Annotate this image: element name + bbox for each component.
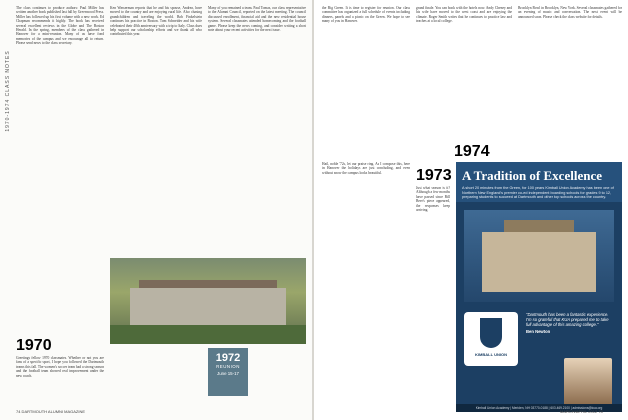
right-col3-text: Brooklyn Bowl in Brooklyn, New York. Several classmates gathered for an evening of music and conversation. The next event will be announced soon. Please check the class website for details.	[518, 6, 622, 19]
right-bottom-text-1: Hail, noble '72s, let our praise ring. As I compose this, here in Hanover the holidays are just concluding, and even without snow the campus looks beautiful.	[322, 162, 410, 175]
reunion-year: 1972	[215, 352, 241, 364]
kimball-union-advertisement[interactable]	[456, 162, 622, 412]
right-col1-text: the Big Green. It is time to register for reunion. Our class committee has organized a full schedule of events including dinners, panels and a picnic on the Green. We hope to see many of you in Hanover.	[322, 6, 410, 24]
ad-header	[456, 162, 622, 202]
left-bottom-text: Greetings fellow 1970 classmates. Whether or not you are fans of a specific sport, I hope you followed the Dartmouth teams this fall. The women's soccer team had a strong season and the football team showed real improvement under the new coach.	[16, 356, 104, 378]
left-col3-text: Many of you remained a team. Paul Tomas, our class representative to the Alumni Council, reported on the latest meeting. The council discussed enrollment, financial aid and the new residential house system. Several classmates attended homecoming and the football game. Please keep the news coming, and consider writing a short note about your recent activities for the next issue.	[208, 6, 306, 33]
left-column-1	[16, 6, 104, 256]
right-bottom-column-2	[416, 186, 450, 406]
ad-photo-building	[482, 232, 596, 292]
class-year-1970: 1970	[16, 337, 52, 354]
reunion-dates: June 15-17	[217, 371, 239, 376]
section-tab	[3, 18, 11, 168]
right-column-2	[416, 6, 512, 156]
ad-footer[interactable]: Kimball Union Academy | Meriden, NH 03770-0188 | 603.469.2100 | admissions@kua.org	[456, 404, 622, 412]
left-bottom-column	[16, 356, 104, 406]
ad-quote-attribution: Ben Newton	[526, 329, 551, 334]
crest-icon	[480, 318, 502, 348]
left-column-2	[110, 6, 202, 256]
right-bottom-text-2: Just what season is it? Although a few months have passed since Bill Beer's piece appeared, the responses keep arriving.	[416, 186, 450, 213]
right-bottom-column-1	[322, 162, 410, 402]
ad-testimonial	[526, 312, 614, 334]
ad-campus-photo	[464, 210, 614, 302]
class-year-1973: 1973	[416, 167, 452, 184]
reunion-badge	[208, 348, 248, 396]
section-tab-label: 1970-1974 CLASS NOTES	[5, 50, 11, 132]
right-column-1	[322, 6, 410, 156]
ad-subtitle: A short 20 minutes from the Green, for 100 years Kimball Union Academy has been one of Northern New England's premier co-ed independent boarding schools for grades 9 to 12, preparing students to succeed at Dartmouth and other top schools across the country.	[462, 186, 614, 200]
left-page-footer: 74 DARTMOUTH ALUMNI MAGAZINE	[16, 409, 86, 414]
photo-grass	[110, 325, 306, 344]
right-page-footer: MARCH/APRIL 2012 75	[560, 409, 603, 414]
right-column-3	[518, 6, 622, 156]
campus-photo	[110, 258, 306, 344]
ad-logo-text: KIMBALL UNION	[475, 352, 507, 357]
kimball-union-logo	[464, 312, 518, 366]
ad-quote-text: "Dartmouth has been a fantastic experience. I'm so grateful that KUA prepared me to take full advantage of this amazing college."	[526, 312, 609, 327]
class-year-1974: 1974	[454, 143, 490, 160]
ad-student-photo	[564, 358, 612, 406]
left-column-3	[208, 6, 306, 256]
reunion-label: REUNION	[216, 364, 240, 369]
left-col1-text: The class continues to produce authors: Paul Miller has written another book published last fall by Greenwood Press. Miller has followed up his first volume with a new work. Ed Chapman recommends it highly. The book has received several excellent reviews in the Globe and The Boston Herald. In the spring, members of the class gathered in Hanover for a mini-reunion. Many of us have fond memories of the campus and we encourage all to return. Please send news to the class secretary.	[16, 6, 104, 46]
left-col2-text: Ken Wasserman reports that he and his spouse, Andrea, have moved to the country and are enjoying rural life. Also chasing grandchildren and traveling the world. Bob Finkelstein continues his practice in Boston. Tom Schneider and his wife celebrated their 40th anniversary with a trip to Italy. Class dues help support our scholarship efforts and we thank all who contributed this year.	[110, 6, 202, 37]
ad-title: A Tradition of Excellence	[462, 168, 602, 183]
right-col2-text: grand finale. You can book with the hotels now. Andy Cheney and his wife have moved to the west coast and are enjoying the climate. Roger Smith writes that he continues to practice law and teaches at a local college.	[416, 6, 512, 24]
